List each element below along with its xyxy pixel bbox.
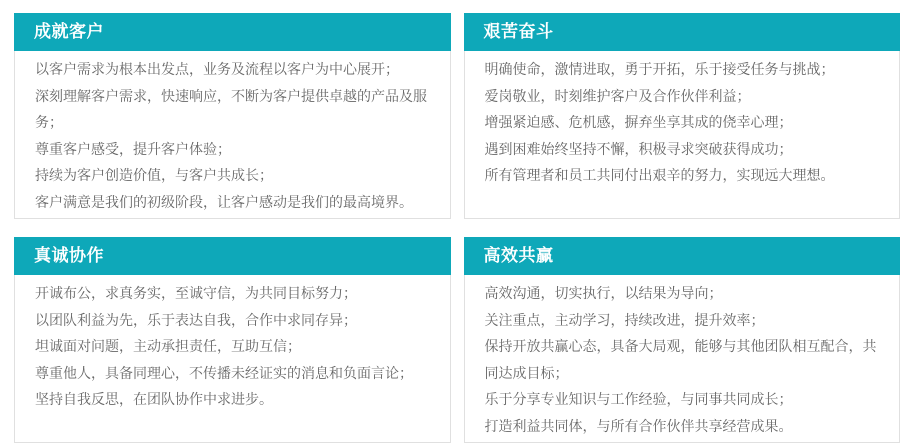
value-statement: 以团队利益为先，乐于表达自我，合作中求同存异；: [35, 312, 357, 329]
card-efficient-win-win: [464, 237, 901, 443]
value-statement: 尊重他人，具备同理心，不传播未经证实的消息和负面言论；: [35, 365, 413, 382]
card-title-bar: [464, 237, 901, 275]
value-statement: 增强紧迫感、危机感，摒弃坐享其成的侥幸心理；: [484, 115, 793, 131]
value-statement: 深刻理解客户需求，快速响应，不断为客户提供卓越的产品及服务；: [35, 88, 427, 131]
value-statement: 高效沟通，切实执行，以结果为导向；: [484, 286, 723, 302]
card-body: [14, 275, 451, 443]
value-statement: 保持开放共赢心态，具备大局观，能够与其他团队相互配合，共同达成目标；: [484, 339, 877, 382]
value-statement: 持续为客户创造价值，与客户共成长；: [35, 168, 273, 184]
card-title-bar: [14, 237, 451, 275]
card-hard-work: [464, 13, 901, 219]
card-title-bar: [14, 13, 451, 51]
card-title: 艰苦奋斗: [483, 22, 554, 42]
card-body: [14, 51, 451, 219]
card-body: [464, 51, 901, 219]
card-title: 高效共赢: [483, 246, 554, 266]
value-statement: 开诚布公，求真务实，至诚守信，为共同目标努力；: [35, 286, 357, 302]
value-statement: 客户满意是我们的初级阶段，让客户感动是我们的最高境界。: [35, 194, 413, 211]
value-statement: 坚持自我反思，在团队协作中求进步。: [35, 392, 273, 408]
value-statement: 遇到困难始终坚持不懈，积极寻求突破获得成功；: [484, 141, 793, 158]
value-statement: 以客户需求为根本出发点，业务及流程以客户为中心展开；: [35, 62, 399, 78]
value-statement: 坦诚面对问题，主动承担责任，互助互信；: [35, 339, 301, 355]
card-body: [464, 275, 901, 443]
value-statement: 明确使命，激情进取，勇于开拓，乐于接受任务与挑战；: [484, 62, 835, 78]
value-statement: 乐于分享专业知识与工作经验，与同事共同成长；: [484, 392, 793, 408]
card-achieving-customers: [14, 13, 451, 219]
card-title-bar: [464, 13, 901, 51]
value-statement: 爱岗敬业，时刻维护客户及合作伙伴利益；: [484, 88, 751, 105]
value-statement: 关注重点，主动学习，持续改进，提升效率；: [484, 312, 765, 329]
card-sincere-collaboration: [14, 237, 451, 443]
value-statement: 所有管理者和员工共同付出艰辛的努力，实现远大理想。: [484, 168, 835, 184]
card-title: 成就客户: [34, 22, 104, 42]
value-statement: 打造利益共同体，与所有合作伙伴共享经营成果。: [484, 418, 793, 435]
value-statement: 尊重客户感受，提升客户体验；: [35, 141, 231, 158]
card-title: 真诚协作: [34, 246, 104, 266]
